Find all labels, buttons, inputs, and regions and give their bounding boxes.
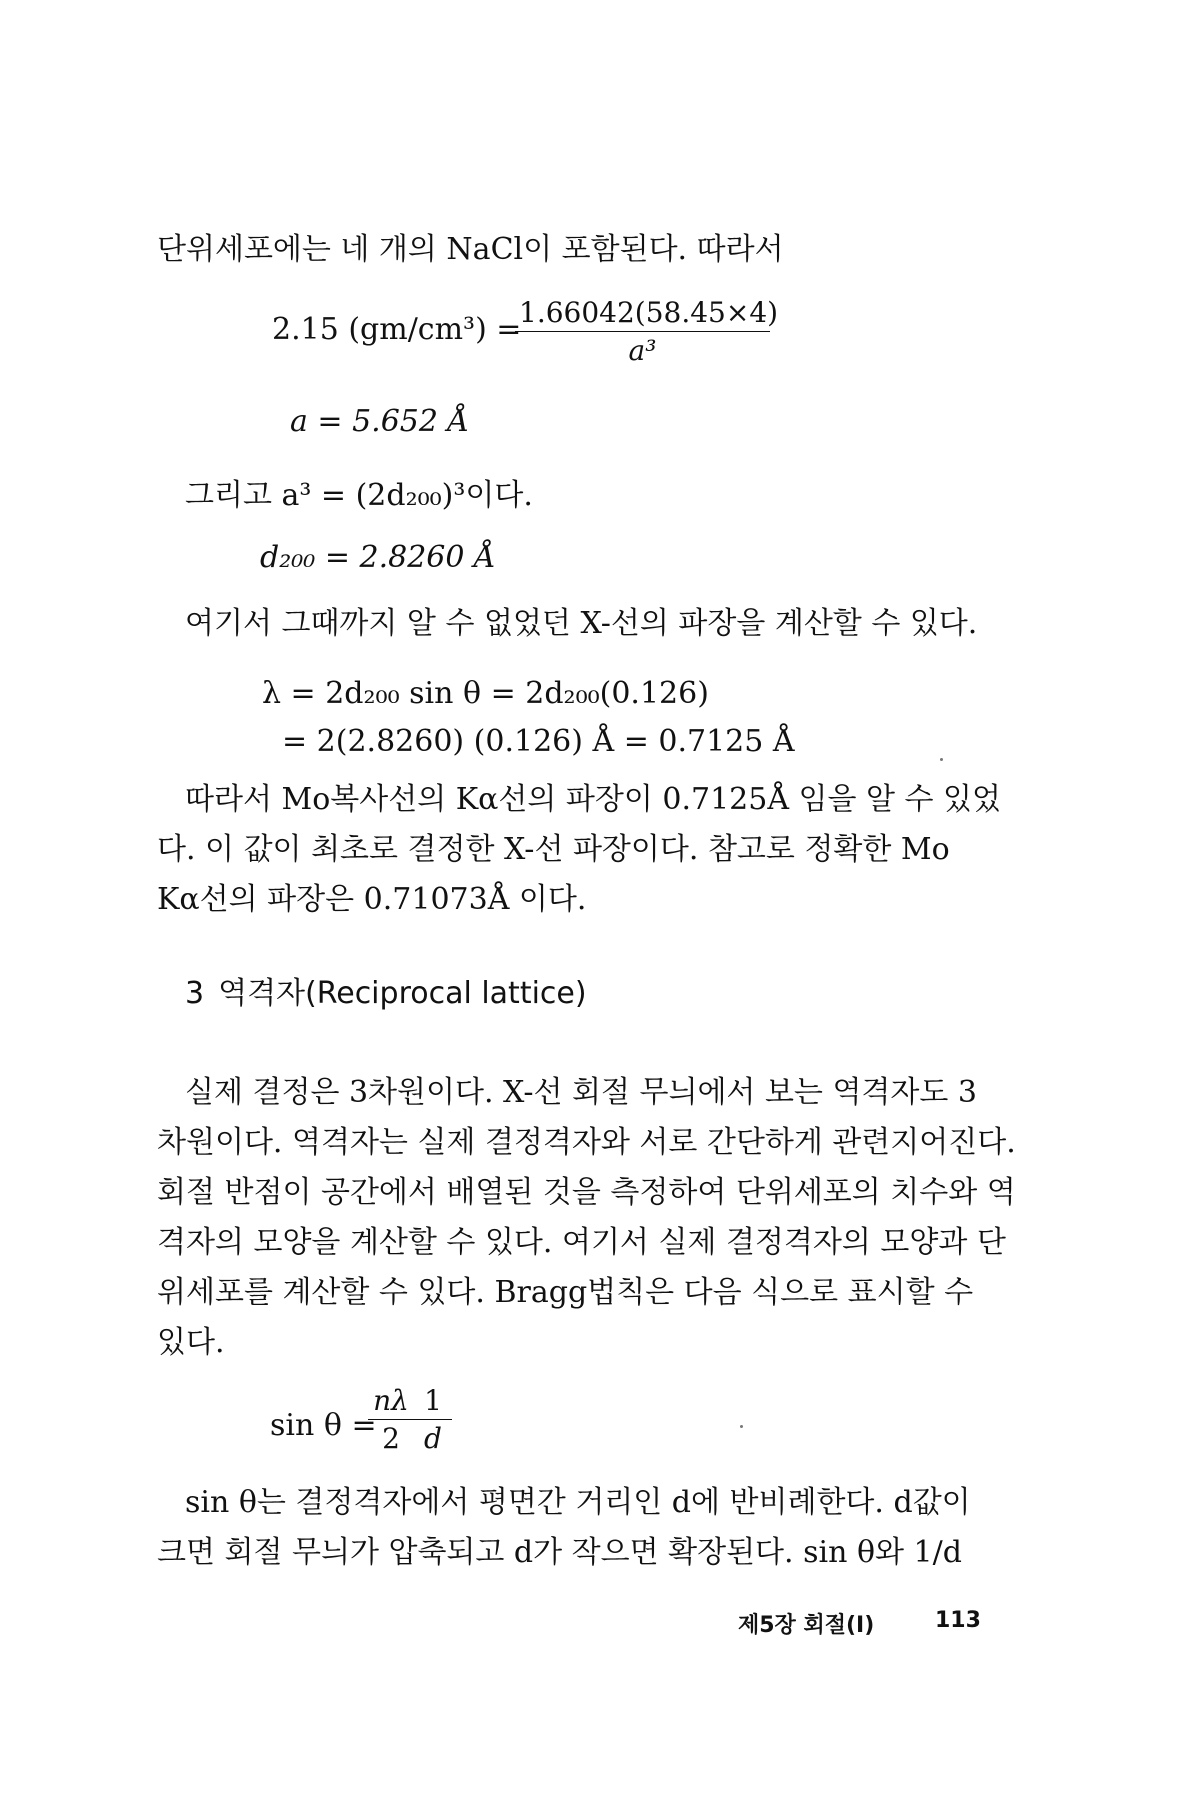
equation-d200: d₂₀₀ = 2.8260 Å — [260, 540, 496, 575]
section-title: 역격자(Reciprocal lattice) — [218, 976, 587, 1011]
equation-bragg-lhs: sin θ = — [270, 1408, 377, 1443]
paragraph-line: 다. 이 값이 최초로 결정한 X-선 파장이다. 참고로 정확한 Mo — [157, 832, 950, 867]
equation-bragg-fraction-1-num: nλ — [368, 1384, 414, 1420]
paragraph-line: 있다. — [157, 1325, 225, 1360]
page-number: 113 — [935, 1608, 981, 1633]
equation-lattice-constant: a = 5.652 Å — [290, 404, 470, 439]
equation-lambda-1: λ = 2d₂₀₀ sin θ = 2d₂₀₀(0.126) — [262, 676, 709, 711]
paragraph-line: 회절 반점이 공간에서 배열된 것을 측정하여 단위세포의 치수와 역 — [157, 1175, 1016, 1210]
paragraph-line: 격자의 모양을 계산할 수 있다. 여기서 실제 결정격자의 모양과 단 — [157, 1225, 1006, 1260]
wavelength-intro: 여기서 그때까지 알 수 없었던 X-선의 파장을 계산할 수 있다. — [185, 606, 978, 641]
relation-line: 그리고 a³ = (2d₂₀₀)³이다. — [185, 478, 533, 513]
paragraph-line: 크면 회절 무늬가 압축되고 d가 작으면 확장된다. sin θ와 1/d — [157, 1535, 962, 1570]
equation-lambda-2: = 2(2.8260) (0.126) Å = 0.7125 Å — [282, 724, 795, 759]
paragraph-line: 위세포를 계산할 수 있다. Bragg법칙은 다음 식으로 표시할 수 — [157, 1275, 974, 1310]
paragraph-line: 따라서 Mo복사선의 Kα선의 파장이 0.7125Å 임을 알 수 있었 — [185, 782, 1002, 817]
equation-density-denominator: a³ — [628, 334, 657, 367]
paragraph-reciprocal-lattice — [157, 1068, 1016, 1368]
equation-density-numerator: 1.66042(58.45×4) — [515, 296, 770, 332]
intro-line: 단위세포에는 네 개의 NaCl이 포함된다. 따라서 — [157, 232, 784, 267]
paragraph-line: sin θ는 결정격자에서 평면간 거리인 d에 반비례한다. d값이 — [185, 1485, 971, 1520]
paragraph-line: Kα선의 파장은 0.71073Å 이다. — [157, 882, 587, 917]
paragraph-sin-theta — [157, 1478, 997, 1578]
equation-bragg-fraction-1 — [368, 1384, 414, 1455]
paragraph-line: 실제 결정은 3차원이다. X-선 회절 무늬에서 보는 역격자도 3 — [185, 1075, 977, 1110]
section-heading — [185, 968, 587, 1012]
paragraph-line: 차원이다. 역격자는 실제 결정격자와 서로 간단하게 관련지어진다. — [157, 1125, 1016, 1160]
equation-density-fraction — [515, 296, 779, 367]
equation-bragg-fraction-2-den: d — [424, 1422, 442, 1455]
scan-speck — [940, 758, 943, 761]
equation-bragg-fraction-2 — [414, 1384, 452, 1455]
equation-bragg-fraction-1-den: 2 — [382, 1422, 400, 1455]
section-number: 3 — [185, 976, 205, 1011]
footer-chapter: 제5장 회절(I) — [738, 1613, 875, 1638]
equation-density-lhs: 2.15 (gm/cm³) = — [272, 312, 522, 347]
equation-bragg-fraction-2-num: 1 — [414, 1384, 452, 1420]
paragraph-mo-wavelength — [157, 775, 1002, 925]
scan-speck — [740, 1425, 743, 1428]
